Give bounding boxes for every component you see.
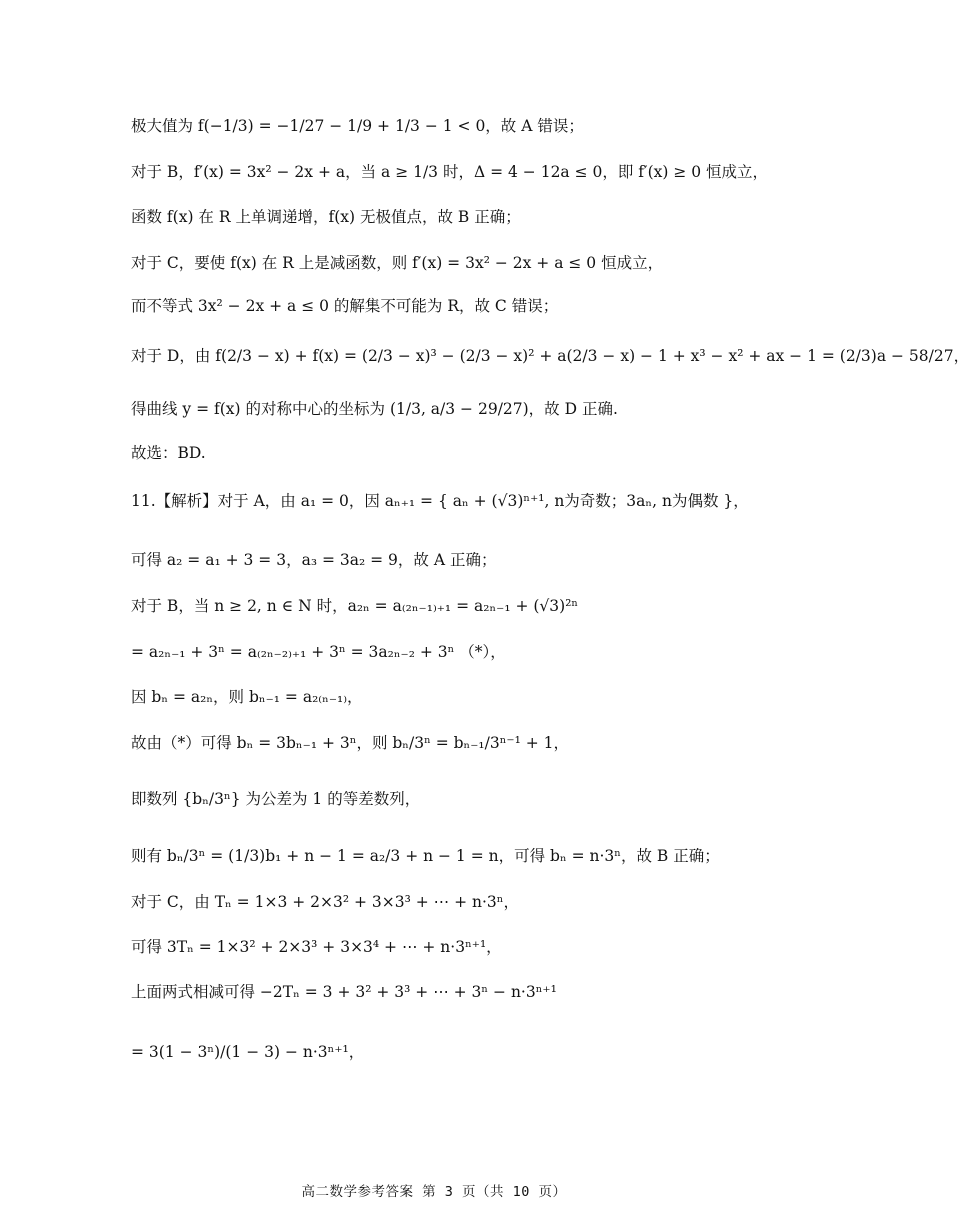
text-line: 对于 D，由 f(2/3 − x) + f(x) = (2/3 − x)³ − (2/3 − x)² + a(2/3 − x) − 1 + x³ − x² + ax − 1 = (2/3)a − 58/27， (131, 347, 969, 365)
text-line: 可得 a₂ = a₁ + 3 = 3，a₃ = 3a₂ = 9，故 A 正确； (131, 551, 497, 569)
text-line: 函数 f(x) 在 R 上单调递增，f(x) 无极值点，故 B 正确； (131, 208, 521, 226)
text-line: 对于 C，由 Tₙ = 1×3 + 2×3² + 3×3³ + ⋯ + n·3ⁿ， (131, 893, 519, 911)
text-line: 故选：BD. (131, 444, 206, 462)
text-line: 可得 3Tₙ = 1×3² + 2×3³ + 3×3⁴ + ⋯ + n·3ⁿ⁺¹， (131, 938, 502, 956)
text-line: 而不等式 3x² − 2x + a ≤ 0 的解集不可能为 R，故 C 错误； (131, 297, 559, 315)
text-line: 上面两式相减可得 −2Tₙ = 3 + 3² + 3³ + ⋯ + 3ⁿ − n·3ⁿ⁺¹ (131, 983, 557, 1001)
text-line: 对于 B，当 n ≥ 2, n ∈ N 时，a₂ₙ = a₍₂ₙ₋₁₎₊₁ = a₂ₙ₋₁ + (√3)²ⁿ (131, 597, 579, 615)
text-line: 故由（*）可得 bₙ = 3bₙ₋₁ + 3ⁿ，则 bₙ/3ⁿ = bₙ₋₁/3ⁿ⁻¹ + 1， (131, 734, 570, 752)
text-line: = a₂ₙ₋₁ + 3ⁿ = a₍₂ₙ₋₂₎₊₁ + 3ⁿ = 3a₂ₙ₋₂ + 3ⁿ （*）， (131, 643, 506, 661)
text-line: = 3(1 − 3ⁿ)/(1 − 3) − n·3ⁿ⁺¹， (131, 1043, 365, 1061)
text-line: 对于 B，f′(x) = 3x² − 2x + a，当 a ≥ 1/3 时，Δ = 4 − 12a ≤ 0，即 f′(x) ≥ 0 恒成立， (131, 163, 769, 181)
page-footer: 高二数学参考答案 第 3 页（共 10 页） (301, 1184, 567, 1200)
text-line: 即数列 {bₙ/3ⁿ} 为公差为 1 的等差数列， (131, 790, 421, 808)
text-line: 因 bₙ = a₂ₙ，则 bₙ₋₁ = a₂₍ₙ₋₁₎， (131, 688, 363, 706)
text-line: 极大值为 f(−1/3) = −1/27 − 1/9 + 1/3 − 1 < 0，故 A 错误； (131, 117, 584, 135)
text-line: 则有 bₙ/3ⁿ = (1/3)b₁ + n − 1 = a₂/3 + n − 1 = n，可得 bₙ = n·3ⁿ，故 B 正确； (131, 847, 720, 865)
text-line: 11.【解析】对于 A，由 a₁ = 0，因 aₙ₊₁ = { aₙ + (√3)ⁿ⁺¹, n为奇数；3aₙ, n为偶数 }， (131, 492, 749, 510)
text-line: 得曲线 y = f(x) 的对称中心的坐标为 (1/3, a/3 − 29/27)，故 D 正确. (131, 400, 618, 418)
text-line: 对于 C，要使 f(x) 在 R 上是减函数，则 f′(x) = 3x² − 2x + a ≤ 0 恒成立， (131, 254, 664, 272)
